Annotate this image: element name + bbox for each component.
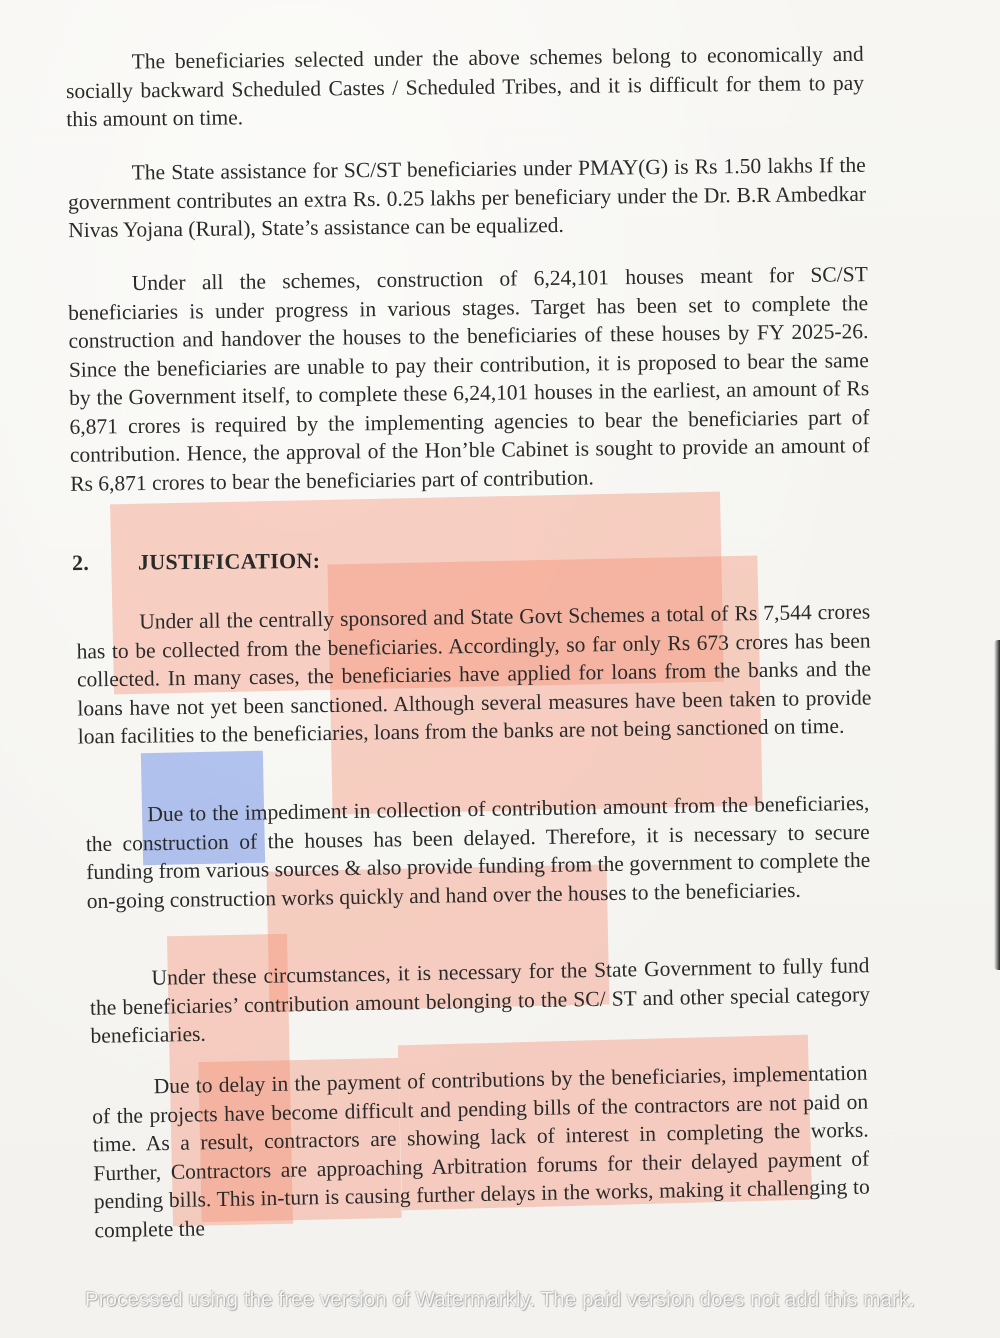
paragraph-contribution-collection: Under all the centrally sponsored and State Govt Schemes a total of Rs 7,544 crores has to be collected from the beneficiaries. Accordingly, so far only Rs 673 crores has been collected. In many cases, the beneficiaries have applied for loans from the banks and the loans have not yet been sanctioned. Although several measures have been taken to provide loan facilities to the beneficiaries, loans from the banks are not being sanctioned on time. <box>76 599 872 749</box>
paragraph-delay-payment-contractors: Due to delay in the payment of contributions by the beneficiaries, implementation of the projects have become difficult and pending bills of the contractors are not paid on time. As a result, contractors are showing lack of interest in completing the works. Further, Contractors are approaching Arbitration forums for their delayed payment of pending bills. This in-turn is causing further delays in the works, making it challenging to complete the <box>92 1060 870 1242</box>
watermark-notice: Processed using the free version of Watermarkly. The paid version does not add this mark. <box>84 1288 916 1311</box>
paragraph-beneficiaries-backward: The beneficiaries selected under the above schemes belong to economically and socially backward Scheduled Castes / Scheduled Tribes, and it is difficult for them to pay this amount on time. <box>65 41 865 132</box>
paragraph-state-assistance: The State assistance for SC/ST beneficiaries under PMAY(G) is Rs 1.50 lakhs If the government contributes an extra Rs. 0.25 lakhs per beneficiary under the Dr. B.R Ambedkar Nivas Yojana (Rural), State’s assistance can be equalized. <box>67 152 867 243</box>
paragraph-state-fund-contribution: Under these circumstances, it is necessary for the State Government to fully fund the beneficiaries’ contribution amount belonging to the SC/ ST and other special category beneficiaries. <box>89 953 871 1048</box>
paragraph-houses-under-progress: Under all the schemes, construction of 6,24,101 houses meant for SC/ST beneficiaries is under progress in various stages. Target has been set to complete the construction and handover the houses to the beneficiaries of these houses by FY 2025-26. Since the beneficiaries are unable to pay their contribution, it is proposed to bear the same by the Government itself, to complete these 6,24,101 houses in the earliest, an amount of Rs 6,871 crores is required by the implementing agencies to bear the beneficiaries part of contribution. Hence, the approval of the Hon’ble Cabinet is sought to provide an amount of Rs 6,871 crores to bear the beneficiaries part of contribution. <box>68 262 870 496</box>
section-number: 2. <box>71 549 90 576</box>
section-title: JUSTIFICATION: <box>137 547 321 575</box>
section-heading-justification <box>72 547 321 578</box>
paragraph-impediment-collection: Due to the impediment in collection of contribution amount from the beneficiaries, the construction of the houses has been delayed. Therefore, it is necessary to secure funding from various sources & also provide funding from the government to complete the on-going construction works quickly and hand over the houses to the beneficiaries. <box>85 790 871 913</box>
